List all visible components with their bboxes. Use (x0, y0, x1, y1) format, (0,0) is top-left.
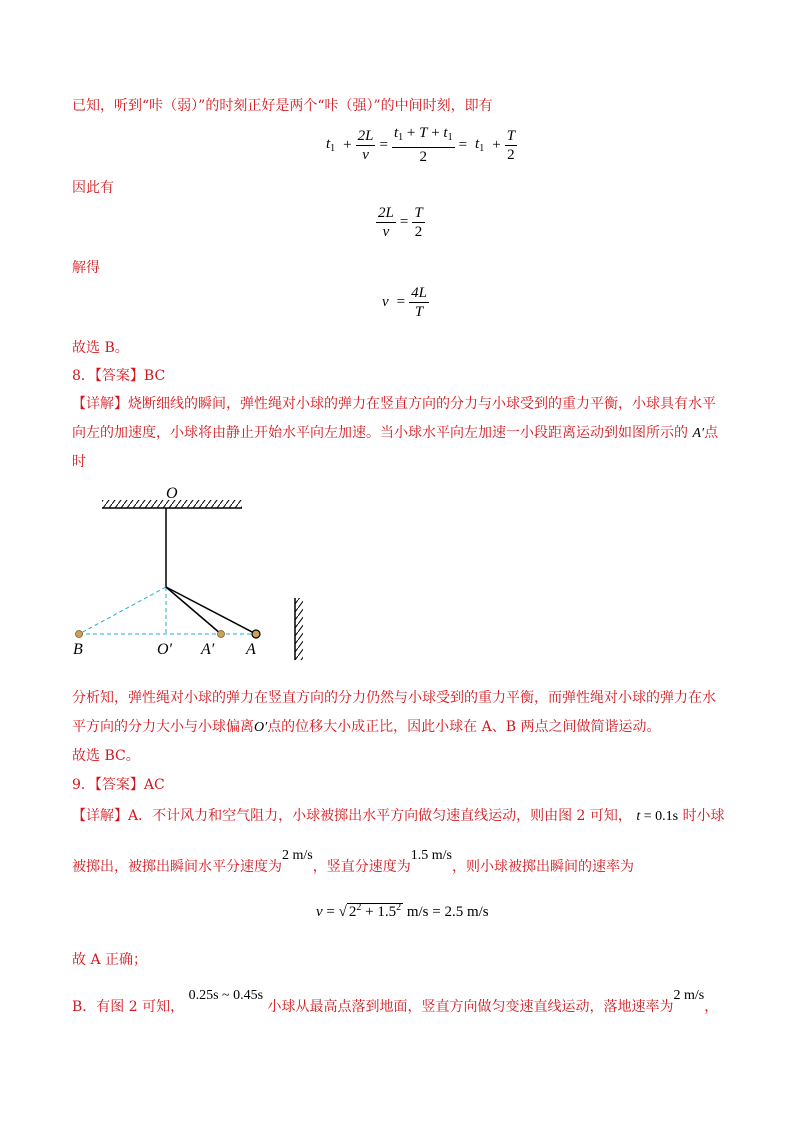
eq1-frac2: $\frac{t_1 + T + t_1}{2}$ (393, 125, 453, 165)
text-l4: 故选 B。 (72, 340, 129, 356)
label-aprime: A′ (201, 641, 215, 658)
text-l7a: 向左的加速度，小球将由静止开始水平向左加速。当小球水平向左加速一小段距离运动到如图所示的 (72, 425, 688, 441)
eq1-t1: $t_1$ (326, 136, 336, 154)
text-l14c: ，则小球被掷出瞬间的速率为 (451, 859, 634, 875)
text-line-14 (72, 848, 634, 878)
text-line-1 (72, 96, 493, 116)
text-line-4 (72, 338, 129, 358)
text-l10b: 点的位移大小成正比，因此小球在 A、B 两点之间做简谐运动。 (267, 719, 661, 735)
eq1-t1b: $t_1$ (475, 136, 485, 154)
text-l13b: 时小球 (682, 808, 725, 824)
eq2-frac2: $\frac{T}{2}$ (414, 205, 423, 240)
ball-a (252, 630, 260, 638)
text-line-6 (72, 394, 716, 414)
label-b: B (73, 641, 83, 658)
text-l1: 已知，听到“咔（弱）”的时刻正好是两个“咔（强）”的中间时刻，即有 (72, 98, 493, 114)
wall-hatch (295, 598, 303, 660)
rope-to-a (166, 587, 256, 634)
eq1-plus: + (343, 136, 352, 153)
math-t-eq: t = 0.1s (636, 809, 679, 824)
text-line-9 (72, 688, 716, 708)
eq2-eq: = (399, 214, 409, 230)
text-line-15 (72, 950, 147, 970)
text-l12: 9．【答案】AC (72, 777, 165, 793)
answer-9 (72, 775, 165, 795)
eq1-frac3: $\frac{T}{2}$ (506, 127, 516, 163)
text-l10a: 平方向的分力大小与小球偏离 (72, 719, 254, 735)
text-l16b: 小球从最高点落到地面，竖直方向做匀变速直线运动，落地速率为 (267, 999, 674, 1015)
label-oprime: O′ (157, 641, 173, 658)
pendulum-diagram (70, 480, 330, 665)
label-o: O (166, 485, 178, 502)
equation-2 (376, 204, 425, 241)
text-line-7 (72, 423, 718, 444)
text-l5: 8．【答案】BC (72, 368, 166, 384)
text-line-16 (72, 988, 719, 1018)
text-l16c: ， (704, 999, 719, 1015)
text-l15: 故 A 正确； (72, 952, 148, 968)
text-line-8 (72, 452, 86, 472)
text-l2: 因此有 (72, 180, 114, 196)
eq3-eq: = (396, 294, 406, 310)
text-line-2 (72, 178, 114, 198)
text-line-10 (72, 717, 661, 738)
text-l14b: ，竖直分速度为 (312, 859, 411, 875)
answer-8 (72, 366, 165, 386)
text-l8: 时 (72, 454, 86, 470)
eqv-radicand: $2^2 + 1.5^2$ (348, 902, 402, 920)
eqv-v: v (316, 904, 323, 920)
math-vx: 2 m/s (282, 848, 313, 863)
math-oprime: O′ (254, 720, 268, 735)
text-l13a: 【详解】A．不计风力和空气阻力，小球被掷出水平方向做匀速直线运动，则由图 2 可知， (72, 808, 632, 824)
eq3-frac: $\frac{4L}{T}$ (411, 285, 427, 320)
dash-to-b (79, 587, 166, 634)
eq1-eq: = (379, 136, 388, 153)
text-line-11 (72, 746, 140, 766)
math-aprime: A′ (692, 426, 705, 441)
text-l7b: 点 (704, 425, 719, 441)
eq1-eq2: = (458, 136, 468, 153)
text-l3: 解得 (72, 260, 100, 276)
label-a: A (246, 641, 256, 658)
text-line-3 (72, 258, 100, 278)
eq2-frac1: $\frac{2L}{v}$ (378, 205, 394, 240)
math-vland: 2 m/s (673, 988, 705, 1003)
text-l9: 分析知，弹性绳对小球的弹力在竖直方向的分力仍然与小球受到的重力平衡，而弹性绳对小球的弹力在水 (72, 690, 716, 706)
eq3-v: v (382, 294, 389, 310)
eq1-plus2: + (492, 136, 501, 153)
text-line-13 (72, 806, 725, 827)
math-vy: 1.5 m/s (410, 848, 452, 863)
text-l14a: 被掷出，被掷出瞬间水平分速度为 (72, 859, 282, 875)
text-l11: 故选 BC。 (72, 748, 140, 764)
equation-1 (322, 124, 517, 166)
text-l16a: B．有图 2 可知， (72, 999, 185, 1015)
text-l6: 【详解】烧断细线的瞬间，弹性绳对小球的弹力在竖直方向的分力与小球受到的重力平衡，小球具有水平 (72, 396, 716, 412)
eq1-frac1: $\frac{2L}{v}$ (357, 127, 374, 163)
ball-aprime (218, 631, 225, 638)
math-trange: 0.25s ~ 0.45s (188, 988, 264, 1003)
equation-speed: v = √ $2^2 + 1.5^2$ m/s = 2.5 m/s (316, 902, 489, 920)
rope-to-aprime (166, 587, 221, 634)
ball-b (76, 631, 83, 638)
equation-3 (378, 284, 429, 321)
